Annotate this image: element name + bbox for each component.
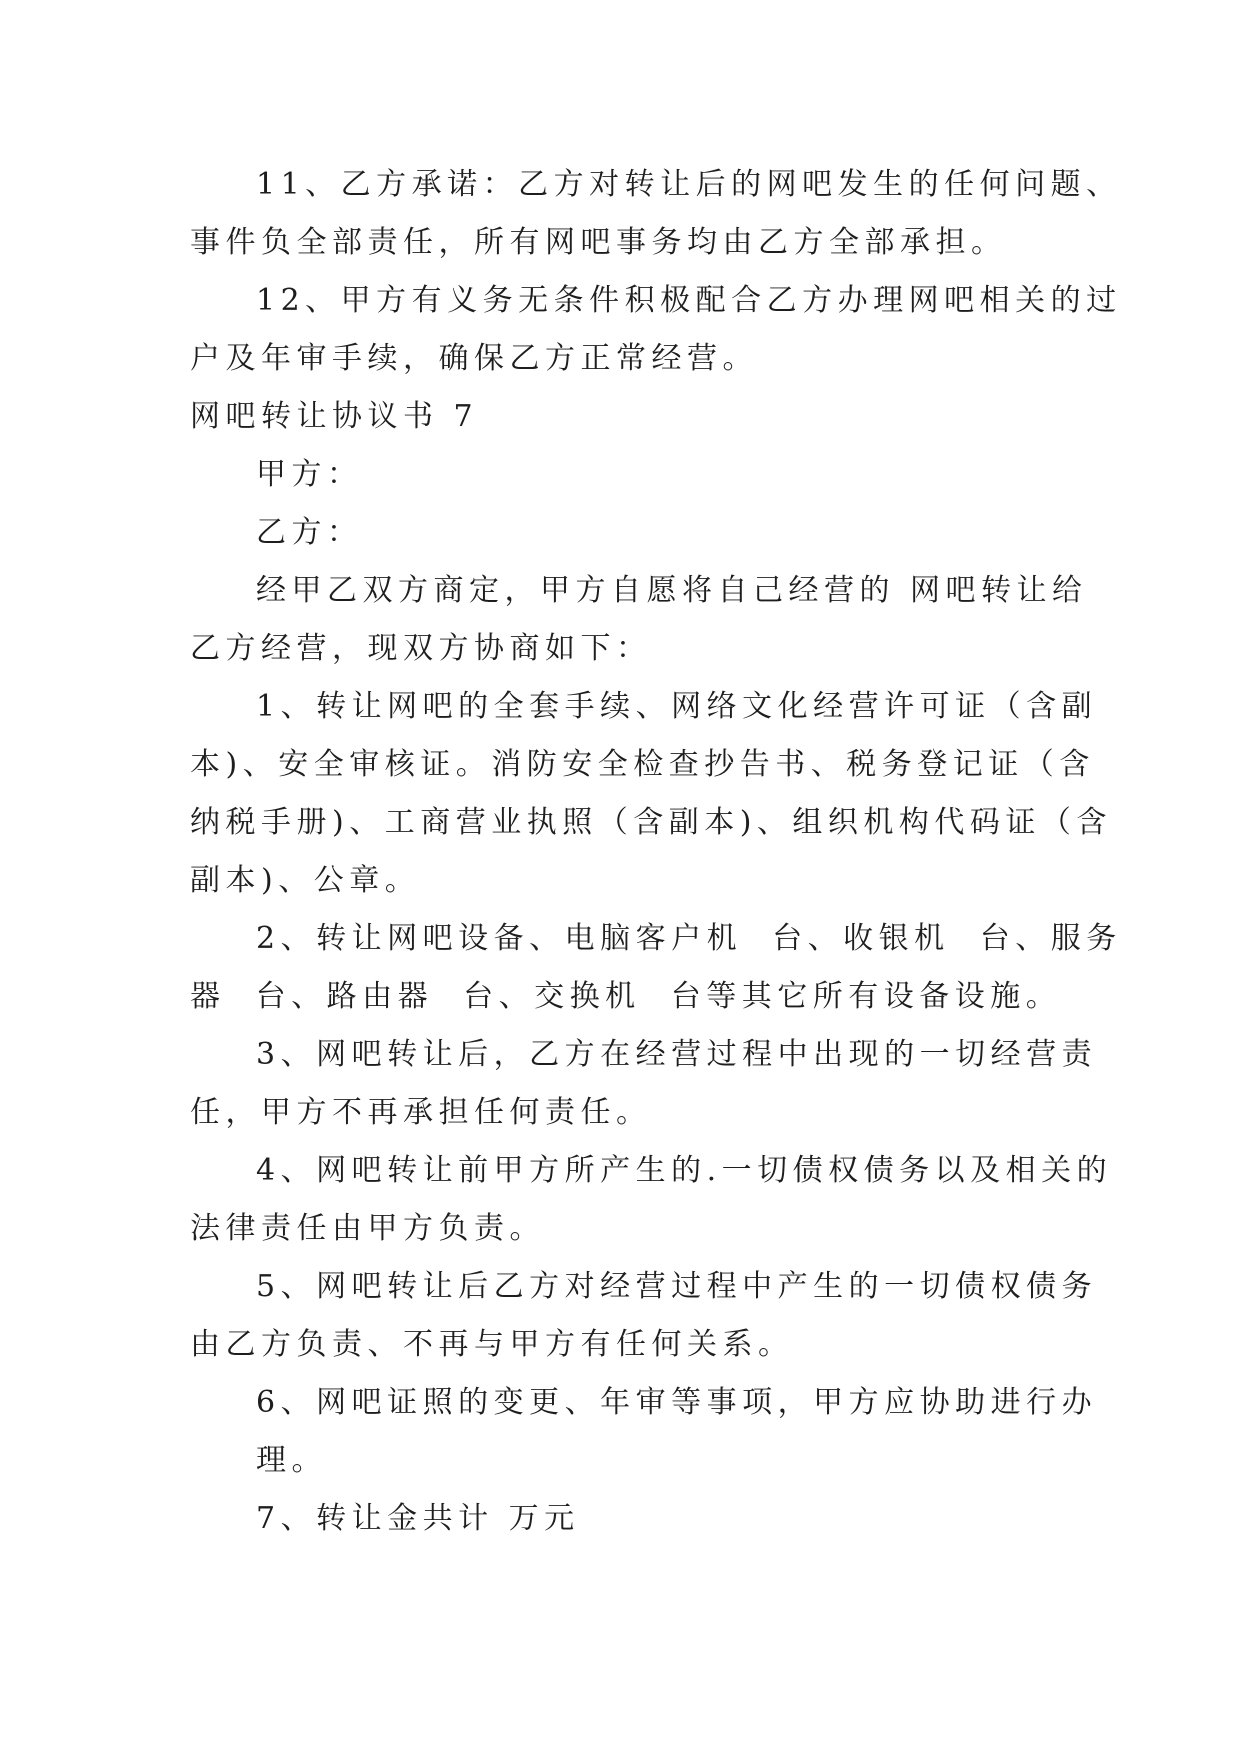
clause-3-line-1: 3、网吧转让后，乙方在经营过程中出现的一切经营责 <box>256 1037 1098 1072</box>
clause-7-line-1: 7、转让金共计 万元 <box>256 1501 580 1536</box>
intro-line-1: 经甲乙双方商定，甲方自愿将自己经营的 网吧转让给 <box>256 573 1088 608</box>
clause-4-line-2: 法律责任由甲方负责。 <box>190 1211 545 1246</box>
intro-line-2: 乙方经营，现双方协商如下： <box>190 631 652 666</box>
clause-2-line-1: 2、转让网吧设备、电脑客户机 台、收银机 台、服务 <box>256 921 1122 956</box>
party-b-label: 乙方： <box>256 515 363 550</box>
clause-1-line-2: 本)、安全审核证。消防安全检查抄告书、税务登记证（含 <box>190 747 1095 782</box>
paragraph-12-line-2: 户及年审手续，确保乙方正常经营。 <box>190 341 758 376</box>
clause-1-line-4: 副本)、公章。 <box>190 863 421 898</box>
party-a-label: 甲方： <box>256 457 363 492</box>
paragraph-12-line-1: 12、甲方有义务无条件积极配合乙方办理网吧相关的过 <box>256 283 1122 318</box>
clause-1-line-3: 纳税手册)、工商营业执照（含副本)、组织机构代码证（含 <box>190 805 1112 840</box>
clause-1-line-1: 1、转让网吧的全套手续、网络文化经营许可证（含副 <box>256 689 1098 724</box>
paragraph-11-line-1: 11、乙方承诺：乙方对转让后的网吧发生的任何问题、 <box>256 167 1122 202</box>
clause-6-line-1: 6、网吧证照的变更、年审等事项，甲方应协助进行办 <box>256 1385 1098 1420</box>
paragraph-11-line-2: 事件负全部责任，所有网吧事务均由乙方全部承担。 <box>190 225 1007 260</box>
clause-5-line-1: 5、网吧转让后乙方对经营过程中产生的一切债权债务 <box>256 1269 1098 1304</box>
clause-2-line-2: 器 台、路由器 台、交换机 台等其它所有设备设施。 <box>190 979 1062 1014</box>
clause-4-line-1: 4、网吧转让前甲方所产生的.一切债权债务以及相关的 <box>256 1153 1113 1188</box>
clause-3-line-2: 任，甲方不再承担任何责任。 <box>190 1095 652 1130</box>
clause-5-line-2: 由乙方负责、不再与甲方有任何关系。 <box>190 1327 794 1362</box>
section-title: 网吧转让协议书 7 <box>190 399 479 434</box>
clause-6-line-2: 理。 <box>256 1443 327 1478</box>
